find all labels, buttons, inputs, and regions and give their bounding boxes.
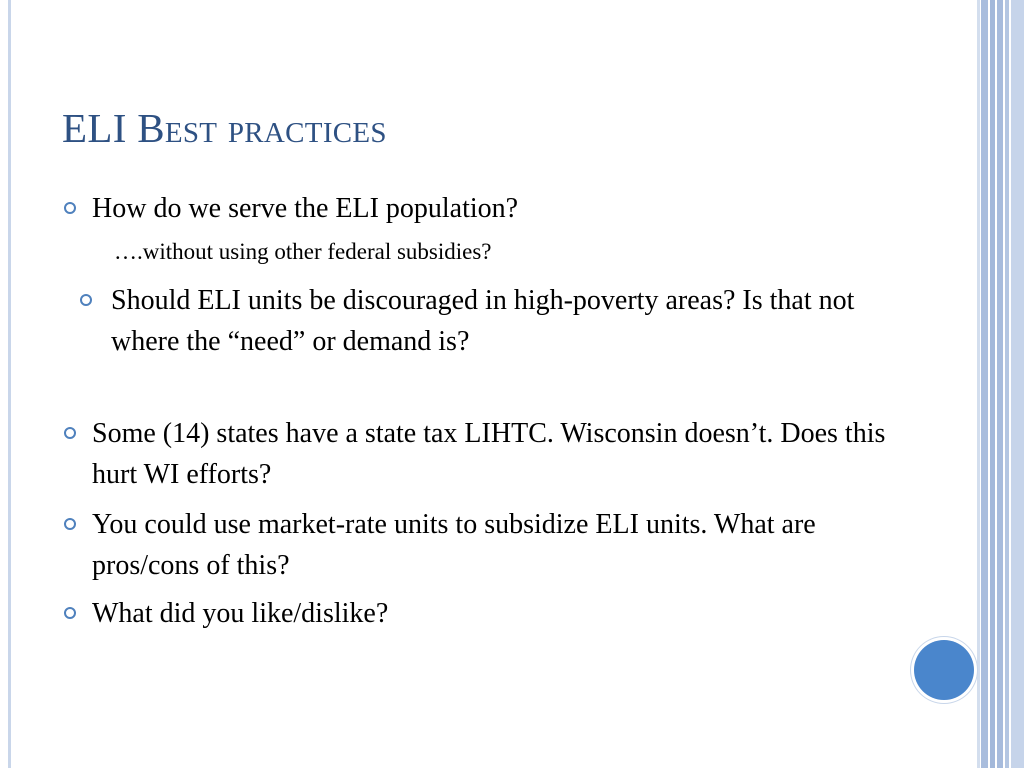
bullet-circle-icon: [64, 427, 76, 439]
bullet-item: [111, 280, 901, 362]
bullet-item: [92, 504, 892, 586]
bullet-item: [92, 413, 892, 495]
bullet-circle-icon: [80, 294, 92, 306]
left-frame-line: [8, 0, 11, 768]
stripe: [977, 0, 980, 768]
bullet-text: What did you like/dislike?: [92, 598, 389, 629]
bullet-item: [92, 593, 892, 634]
bullet-text: You could use market-rate units to subsidize ELI units. What are pros/cons of this?: [92, 509, 816, 581]
bullet-text: Should ELI units be discouraged in high-poverty areas? Is that not where the “need” or demand is?: [111, 285, 855, 357]
bullet-circle-icon: [64, 607, 76, 619]
slide-title: ELI Best practices: [62, 105, 387, 151]
sub-bullet-text: ….without using other federal subsidies?: [114, 239, 492, 264]
bullet-text: Some (14) states have a state tax LIHTC. Wisconsin doesn’t. Does this hurt WI efforts?: [92, 418, 886, 490]
bullet-item: [92, 188, 912, 229]
stripe: [1005, 0, 1009, 768]
bullet-text: How do we serve the ELI population?: [92, 193, 519, 224]
stripe: [981, 0, 988, 768]
decorative-circle: [914, 640, 974, 700]
bullet-circle-icon: [64, 202, 76, 214]
stripe: [997, 0, 1003, 768]
stripe: [1011, 0, 1024, 768]
stripe: [990, 0, 995, 768]
bullet-circle-icon: [64, 518, 76, 530]
